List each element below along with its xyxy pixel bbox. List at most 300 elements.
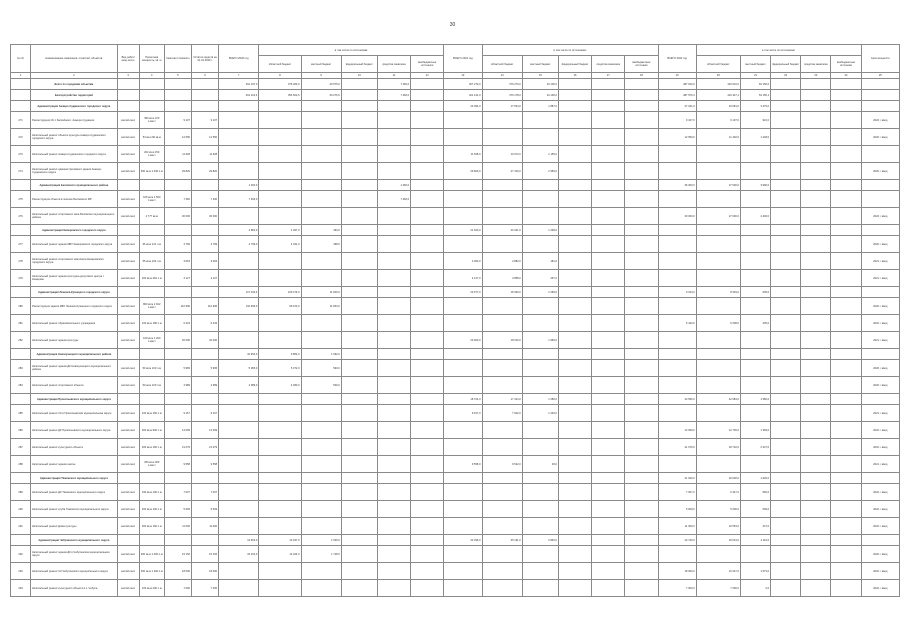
row-value-cell xyxy=(444,315,482,332)
row-value-cell: 17 504,0 xyxy=(482,101,522,112)
row-value-cell: 1 582,0 xyxy=(740,394,770,405)
row-value-cell xyxy=(301,422,341,439)
row-value-cell xyxy=(625,298,658,315)
table-row xyxy=(11,298,900,315)
row-value-cell: 44 566,0 xyxy=(658,394,696,405)
row-value-cell xyxy=(558,535,591,546)
row-number: 292 xyxy=(11,546,31,563)
row-value-cell xyxy=(259,456,301,473)
row-value-cell xyxy=(219,163,259,180)
row-value-cell xyxy=(522,422,558,439)
row-value-cell xyxy=(801,394,831,405)
row-value-cell: жилой-снос xyxy=(117,298,139,315)
row-value-cell: 9 107,0 xyxy=(658,112,696,129)
table-row xyxy=(11,253,900,270)
table-row xyxy=(11,518,900,535)
row-value-cell xyxy=(831,484,861,501)
row-number: 271 xyxy=(11,112,31,129)
row-value-cell xyxy=(625,101,658,112)
row-value-cell xyxy=(341,163,377,180)
row-value-cell: 1 460,0 xyxy=(219,180,259,191)
row-value-cell xyxy=(801,518,831,535)
row-value-cell: 43 100,0 xyxy=(522,90,558,101)
row-value-cell: 109 476,0 xyxy=(259,287,301,298)
row-name: Капитальный ремонт Анжеро-Судженского городского округа xyxy=(31,146,117,163)
row-number xyxy=(11,287,31,298)
row-value-cell xyxy=(164,90,191,101)
row-value-cell xyxy=(658,360,696,377)
row-value-cell: 354 602,6 xyxy=(259,90,301,101)
row-name: Реконструкция объекта в поселке Беловского МР xyxy=(31,191,117,208)
row-value-cell xyxy=(861,225,899,236)
column-index-cell: 12 xyxy=(411,73,444,79)
row-value-cell xyxy=(696,163,740,180)
row-value-cell xyxy=(625,191,658,208)
row-value-cell: 14 069,0 xyxy=(658,422,696,439)
row-value-cell xyxy=(861,101,899,112)
row-value-cell xyxy=(301,129,341,146)
row-value-cell xyxy=(219,112,259,129)
row-value-cell: 9 167 xyxy=(164,405,191,422)
row-value-cell xyxy=(411,518,444,535)
row-value-cell xyxy=(771,90,801,101)
row-value-cell: 2020 г. ввод xyxy=(861,129,899,146)
row-value-cell: 23 681,0 xyxy=(696,101,740,112)
row-value-cell xyxy=(558,298,591,315)
row-value-cell xyxy=(341,518,377,535)
row-value-cell xyxy=(801,253,831,270)
row-number xyxy=(11,90,31,101)
row-value-cell: 2020 г. ввод xyxy=(861,298,899,315)
row-value-cell xyxy=(482,422,522,439)
row-value-cell: 9 167,0 xyxy=(444,405,482,422)
row-value-cell xyxy=(377,315,410,332)
table-row xyxy=(11,546,900,563)
row-value-cell xyxy=(219,563,259,580)
row-value-cell xyxy=(301,332,341,349)
row-value-cell: 13 424,0 xyxy=(259,546,301,563)
row-value-cell: 20 000,0 xyxy=(444,332,482,349)
row-value-cell: 7 460 xyxy=(191,191,218,208)
column-index-cell: 21 xyxy=(740,73,770,79)
row-value-cell: 15 152,0 xyxy=(219,546,259,563)
row-value-cell xyxy=(259,253,301,270)
row-value-cell xyxy=(658,332,696,349)
row-value-cell: жилой-снос xyxy=(117,191,139,208)
col-capacity: Проектная мощность, кв. м xyxy=(139,45,164,73)
row-value-cell xyxy=(861,349,899,360)
table-row xyxy=(11,484,900,501)
row-value-cell xyxy=(219,101,259,112)
row-value-cell xyxy=(558,377,591,394)
row-value-cell xyxy=(411,101,444,112)
row-value-cell: 150 кв.м 100 п.м xyxy=(139,484,164,501)
row-number: 272 xyxy=(11,129,31,146)
row-value-cell: жилой-снос xyxy=(117,580,139,597)
row-value-cell xyxy=(771,473,801,484)
row-value-cell: 360 кв.м 1 030 п.м xyxy=(139,163,164,180)
row-value-cell: 2022 г. ввод xyxy=(861,501,899,518)
row-value-cell: жилой-снос xyxy=(117,332,139,349)
row-value-cell xyxy=(301,473,341,484)
row-value-cell xyxy=(625,439,658,456)
row-value-cell xyxy=(625,535,658,546)
row-value-cell: 29 820 xyxy=(164,163,191,180)
row-value-cell xyxy=(696,253,740,270)
row-number: 282 xyxy=(11,332,31,349)
row-value-cell xyxy=(831,501,861,518)
row-value-cell xyxy=(801,473,831,484)
row-value-cell xyxy=(259,484,301,501)
row-value-cell xyxy=(482,360,522,377)
row-value-cell xyxy=(301,439,341,456)
row-value-cell xyxy=(377,349,410,360)
table-row xyxy=(11,377,900,394)
row-value-cell xyxy=(771,270,801,287)
row-value-cell xyxy=(771,112,801,129)
row-value-cell xyxy=(341,349,377,360)
row-value-cell xyxy=(191,349,218,360)
row-value-cell xyxy=(482,580,522,597)
row-value-cell xyxy=(301,112,341,129)
row-value-cell: 3 063 xyxy=(191,253,218,270)
row-number: 278 xyxy=(11,253,31,270)
row-value-cell xyxy=(771,298,801,315)
row-value-cell xyxy=(191,287,218,298)
row-value-cell xyxy=(444,208,482,225)
row-name: Администрация Новокузнецкого муниципального района xyxy=(31,349,117,360)
row-value-cell xyxy=(411,180,444,191)
row-value-cell: 7 000,0 xyxy=(696,580,740,597)
row-value-cell xyxy=(801,535,831,546)
row-value-cell xyxy=(522,129,558,146)
row-value-cell: 18 016,0 xyxy=(482,332,522,349)
row-value-cell xyxy=(522,501,558,518)
table-row xyxy=(11,360,900,377)
row-value-cell xyxy=(411,253,444,270)
row-value-cell xyxy=(740,377,770,394)
row-value-cell: 36,0 xyxy=(522,456,558,473)
row-value-cell xyxy=(377,225,410,236)
row-value-cell xyxy=(658,377,696,394)
row-value-cell: 1 887,0 xyxy=(522,101,558,112)
row-value-cell xyxy=(411,439,444,456)
row-value-cell xyxy=(625,287,658,298)
row-value-cell: 21 079,0 xyxy=(658,439,696,456)
row-value-cell xyxy=(625,377,658,394)
row-value-cell xyxy=(139,101,164,112)
row-value-cell xyxy=(482,129,522,146)
row-value-cell: жилой-снос xyxy=(117,112,139,129)
col-src-2020-4: внебюджетные источники xyxy=(411,56,444,73)
row-value-cell xyxy=(801,360,831,377)
row-value-cell xyxy=(592,501,625,518)
row-name: Администрация Чебулинского муниципального округа xyxy=(31,535,117,546)
row-value-cell: 4 397,0 xyxy=(259,225,301,236)
row-value-cell xyxy=(625,518,658,535)
column-index-cell: 2 xyxy=(31,73,117,79)
row-value-cell: 2 882,0 xyxy=(482,253,522,270)
row-value-cell xyxy=(411,315,444,332)
row-value-cell xyxy=(522,315,558,332)
row-name: Администрация Кемеровского городского округа xyxy=(31,225,117,236)
row-value-cell xyxy=(219,473,259,484)
row-value-cell xyxy=(411,79,444,90)
row-value-cell: 4 799 xyxy=(164,236,191,253)
row-number xyxy=(11,349,31,360)
row-value-cell xyxy=(771,439,801,456)
row-number: 291 xyxy=(11,518,31,535)
row-value-cell xyxy=(696,298,740,315)
row-value-cell: жилой-снос xyxy=(117,377,139,394)
row-value-cell xyxy=(522,360,558,377)
row-value-cell xyxy=(771,101,801,112)
row-value-cell: 22 740,0 xyxy=(658,535,696,546)
row-value-cell xyxy=(444,484,482,501)
row-value-cell xyxy=(164,535,191,546)
col-src-2021-3: средства заказчика xyxy=(592,56,625,73)
row-value-cell xyxy=(558,129,591,146)
row-value-cell xyxy=(117,225,139,236)
row-value-cell: 2 116,0 xyxy=(740,535,770,546)
row-value-cell xyxy=(558,208,591,225)
row-value-cell: 99 163,0 xyxy=(259,298,301,315)
table-row xyxy=(11,580,900,597)
row-value-cell xyxy=(411,422,444,439)
row-value-cell xyxy=(341,112,377,129)
row-value-cell: жилой-снос xyxy=(117,546,139,563)
row-name: Капитальный ремонт здания МБУ Кемеровского городского округа xyxy=(31,236,117,253)
row-value-cell xyxy=(625,163,658,180)
row-value-cell xyxy=(831,349,861,360)
row-value-cell xyxy=(592,101,625,112)
row-value-cell: 16 327,0 xyxy=(696,563,740,580)
row-value-cell xyxy=(219,439,259,456)
group-row xyxy=(11,473,900,484)
row-value-cell: 110 996 xyxy=(164,298,191,315)
row-value-cell xyxy=(444,360,482,377)
row-value-cell xyxy=(831,377,861,394)
row-value-cell: 9 107 xyxy=(191,112,218,129)
row-value-cell xyxy=(592,112,625,129)
col-src-2020-3: средства заказчика xyxy=(377,56,410,73)
row-value-cell xyxy=(558,546,591,563)
row-value-cell xyxy=(801,225,831,236)
row-value-cell xyxy=(801,236,831,253)
row-number: 275 xyxy=(11,191,31,208)
row-value-cell xyxy=(592,225,625,236)
row-name: Капитальный ремонт ДК Прокопьевского муниципального округа xyxy=(31,422,117,439)
row-value-cell xyxy=(301,501,341,518)
row-value-cell xyxy=(411,349,444,360)
row-value-cell xyxy=(444,191,482,208)
row-value-cell xyxy=(482,298,522,315)
row-value-cell: 18 000 xyxy=(164,563,191,580)
row-value-cell xyxy=(558,394,591,405)
row-value-cell: 6 845,0 xyxy=(522,535,558,546)
row-value-cell xyxy=(341,332,377,349)
row-value-cell xyxy=(558,349,591,360)
row-value-cell xyxy=(301,580,341,597)
row-value-cell xyxy=(771,79,801,90)
row-value-cell xyxy=(625,225,658,236)
row-value-cell xyxy=(411,394,444,405)
row-value-cell xyxy=(341,101,377,112)
row-value-cell xyxy=(592,563,625,580)
row-value-cell xyxy=(658,236,696,253)
row-value-cell xyxy=(139,90,164,101)
row-name: Капитальный ремонт объекта культуры Анжеро-Судженского городского округа xyxy=(31,129,117,146)
row-value-cell xyxy=(411,580,444,597)
row-value-cell xyxy=(625,349,658,360)
row-value-cell xyxy=(625,473,658,484)
row-value-cell xyxy=(164,79,191,90)
row-value-cell xyxy=(558,112,591,129)
row-value-cell: 7 922,0 xyxy=(482,405,522,422)
row-value-cell xyxy=(831,253,861,270)
row-value-cell: 20 321,0 xyxy=(482,225,522,236)
row-value-cell xyxy=(444,563,482,580)
row-value-cell xyxy=(558,191,591,208)
row-value-cell: 100 кв.м 180 п.м xyxy=(139,315,164,332)
row-value-cell: жилой-снос xyxy=(117,439,139,456)
row-value-cell: 9 164,0 xyxy=(658,287,696,298)
row-value-cell xyxy=(658,456,696,473)
row-value-cell xyxy=(301,518,341,535)
row-value-cell xyxy=(558,90,591,101)
row-value-cell: 2022 г. ввод xyxy=(861,422,899,439)
row-value-cell xyxy=(771,146,801,163)
row-value-cell xyxy=(444,349,482,360)
group-row xyxy=(11,225,900,236)
row-value-cell xyxy=(801,315,831,332)
row-value-cell xyxy=(377,580,410,597)
table-row xyxy=(11,208,900,225)
row-value-cell xyxy=(771,422,801,439)
row-value-cell: жилой-снос xyxy=(117,422,139,439)
row-value-cell xyxy=(740,546,770,563)
row-value-cell xyxy=(117,287,139,298)
row-value-cell xyxy=(259,180,301,191)
row-value-cell xyxy=(831,315,861,332)
row-value-cell: жилой-снос xyxy=(117,208,139,225)
row-value-cell xyxy=(558,79,591,90)
row-value-cell xyxy=(625,90,658,101)
row-name: Реконструкция СК с бассейном г. Анжеро-Судженск xyxy=(31,112,117,129)
column-index-cell: 15 xyxy=(522,73,558,79)
row-value-cell xyxy=(482,112,522,129)
row-value-cell: 423 610,0 xyxy=(696,79,740,90)
row-value-cell xyxy=(341,439,377,456)
row-value-cell xyxy=(117,101,139,112)
row-value-cell xyxy=(377,129,410,146)
row-value-cell xyxy=(558,163,591,180)
row-value-cell: 1 526,0 xyxy=(301,535,341,546)
row-value-cell: 0,0 xyxy=(740,580,770,597)
row-value-cell xyxy=(696,349,740,360)
row-value-cell xyxy=(301,456,341,473)
col-no: № п/п xyxy=(11,45,31,73)
row-value-cell xyxy=(771,332,801,349)
row-value-cell: 166 кв.м 1 500 п.мест xyxy=(139,191,164,208)
row-value-cell xyxy=(411,484,444,501)
row-value-cell xyxy=(771,287,801,298)
row-value-cell xyxy=(341,298,377,315)
row-value-cell xyxy=(377,405,410,422)
row-value-cell: 200 кв.м 462 п.м xyxy=(139,270,164,287)
row-value-cell: 18 000,0 xyxy=(658,563,696,580)
row-value-cell xyxy=(861,191,899,208)
row-number: 287 xyxy=(11,439,31,456)
row-value-cell xyxy=(444,112,482,129)
row-number: 290 xyxy=(11,501,31,518)
row-value-cell: 4 860,0 xyxy=(219,225,259,236)
row-name: Капитальный ремонт административного здания Анжеро-Судженского округа xyxy=(31,163,117,180)
row-value-cell xyxy=(301,405,341,422)
row-value-cell: 20 624,0 xyxy=(696,535,740,546)
row-value-cell xyxy=(219,332,259,349)
row-value-cell xyxy=(592,518,625,535)
row-value-cell: 6 008,0 xyxy=(696,315,740,332)
row-value-cell: 3 990,0 xyxy=(740,180,770,191)
row-value-cell: 21 620,0 xyxy=(658,473,696,484)
row-value-cell xyxy=(771,191,801,208)
row-value-cell: 2022 г. ввод xyxy=(861,563,899,580)
row-number xyxy=(11,180,31,191)
row-value-cell xyxy=(482,563,522,580)
row-value-cell xyxy=(444,180,482,191)
row-value-cell xyxy=(411,163,444,180)
row-value-cell: 1 155,0 xyxy=(522,146,558,163)
table-row xyxy=(11,163,900,180)
row-value-cell: 5 965 xyxy=(164,360,191,377)
row-value-cell: 910,0 xyxy=(740,112,770,129)
row-value-cell: 10 553,0 xyxy=(696,518,740,535)
row-value-cell: 6 443 xyxy=(164,315,191,332)
row-value-cell xyxy=(658,191,696,208)
row-value-cell xyxy=(592,377,625,394)
row-name: Благоустройство территорий xyxy=(31,90,117,101)
row-value-cell xyxy=(411,287,444,298)
row-value-cell: 487 576,4 xyxy=(658,90,696,101)
row-name: Капитальный ремонт Дома культуры xyxy=(31,518,117,535)
column-index-cell: 24 xyxy=(831,73,861,79)
row-value-cell xyxy=(377,377,410,394)
row-value-cell xyxy=(341,180,377,191)
row-value-cell xyxy=(139,180,164,191)
row-value-cell xyxy=(377,253,410,270)
row-value-cell xyxy=(444,377,482,394)
row-value-cell xyxy=(341,501,377,518)
row-value-cell xyxy=(219,456,259,473)
row-value-cell xyxy=(696,236,740,253)
row-value-cell xyxy=(592,405,625,422)
row-value-cell xyxy=(771,518,801,535)
row-value-cell: 1 280,0 xyxy=(522,394,558,405)
row-value-cell xyxy=(771,580,801,597)
row-name: Капитальный ремонт клуба Тяжинского муниципального округа xyxy=(31,501,117,518)
row-value-cell xyxy=(411,146,444,163)
row-value-cell xyxy=(801,456,831,473)
row-value-cell: 4 480,0 xyxy=(259,377,301,394)
row-value-cell xyxy=(444,518,482,535)
col-src-2022-2: федеральный бюджет xyxy=(771,56,801,73)
row-value-cell xyxy=(341,146,377,163)
row-value-cell xyxy=(219,580,259,597)
row-value-cell xyxy=(801,405,831,422)
row-value-cell xyxy=(219,253,259,270)
row-value-cell xyxy=(592,253,625,270)
